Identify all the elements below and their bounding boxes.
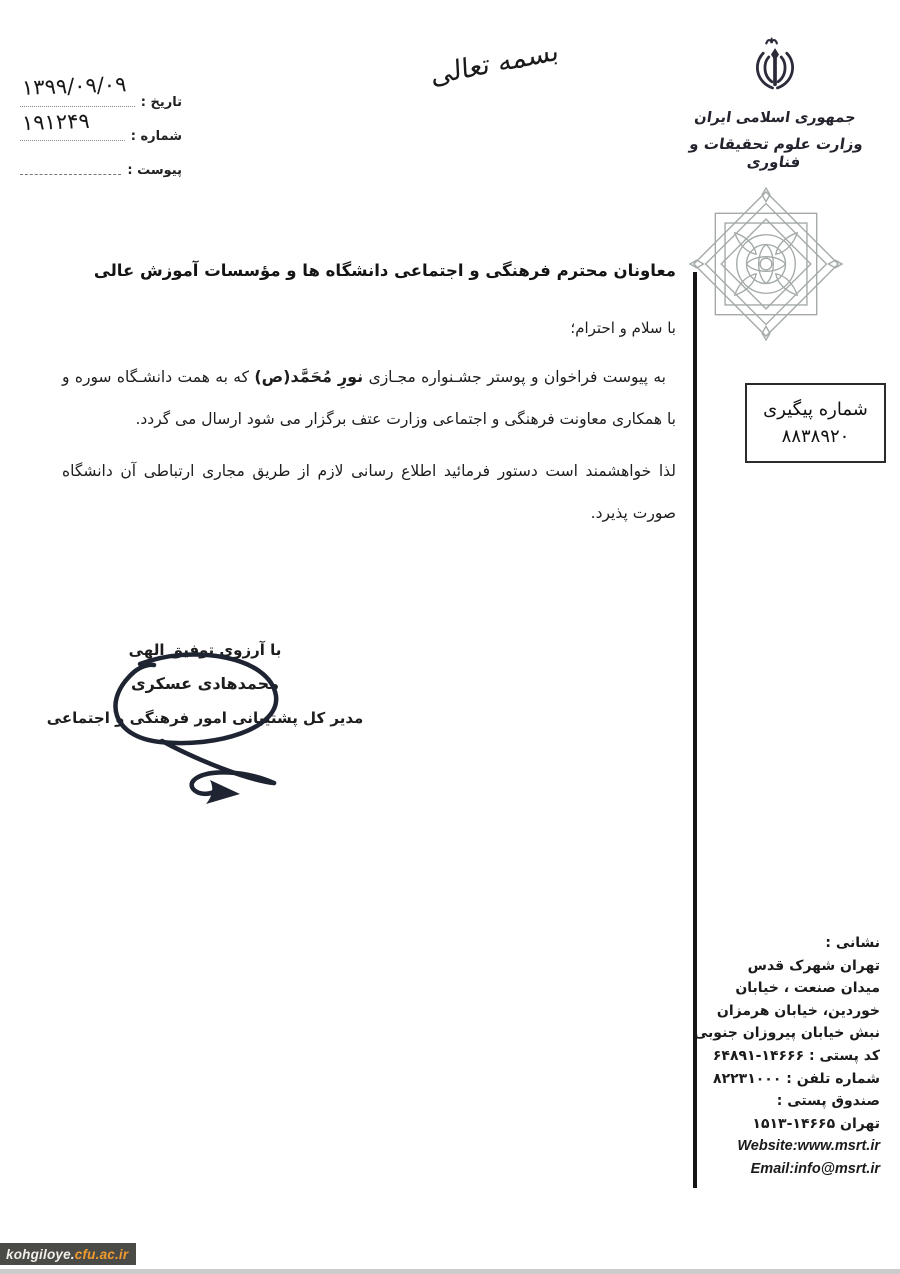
signatory-title: مدیر کل پشتیبانی امور فرهنگی و اجتماعی bbox=[46, 709, 364, 727]
paragraph-1-text-after: که به همت دانشـگاه سوره و با همکاری معاونت فرهنگی و اجتماعی وزارت عتف برگزار می شود ارسال می گردد. bbox=[62, 368, 676, 428]
date-label: تاریخ : bbox=[140, 95, 182, 110]
address-line-4: نبش خیابان پیروزان جنوبی bbox=[693, 1025, 880, 1042]
ministry-title: وزارت علوم تحقیقات و فناوری bbox=[688, 135, 865, 171]
recipient-line: معاونان محترم فرهنگی و اجتماعی دانشگاه ها و مؤسسات آموزش عالی bbox=[93, 261, 676, 280]
address-label: نشانی : bbox=[825, 935, 880, 951]
letter-meta-block bbox=[20, 72, 182, 186]
attachment-leader-line bbox=[20, 156, 121, 175]
number-label: شماره : bbox=[130, 129, 182, 144]
bismillah-calligraphy: بسمه تعالی bbox=[430, 35, 560, 92]
watermark-prefix: kohgiloye. bbox=[6, 1246, 75, 1262]
signature-block bbox=[40, 640, 370, 728]
email-line: Email:info@msrt.ir bbox=[750, 1160, 880, 1177]
signature-arrow-blob bbox=[206, 780, 240, 804]
republic-title: جمهوری اسلامی ایران bbox=[693, 110, 857, 126]
iran-emblem-icon bbox=[744, 34, 806, 106]
ornament-star-icon bbox=[688, 186, 844, 342]
phone-line: شماره تلفن : ۸۲۲۳۱۰۰۰ bbox=[713, 1070, 880, 1087]
footer-address-block bbox=[650, 932, 880, 1181]
letterhead-emblem-block bbox=[685, 34, 865, 171]
tracking-number: ۸۸۳۸۹۲۰ bbox=[781, 426, 850, 447]
paragraph-1 bbox=[62, 356, 676, 440]
address-line-1: تهران شهرک قدس bbox=[747, 957, 880, 974]
paragraph-1-text-before: به پیوست فراخوان و پوستر جشـنواره مجـازی bbox=[363, 368, 666, 386]
number-row bbox=[20, 108, 182, 144]
address-line-3: خوردین، خیابان هرمزان bbox=[716, 1002, 880, 1019]
signatory-name: محمدهادی عسکری bbox=[130, 674, 280, 693]
number-value: ۱۹۱۲۴۹ bbox=[21, 108, 91, 136]
website-line: Website:www.msrt.ir bbox=[737, 1138, 880, 1155]
attachment-label: پیوست : bbox=[127, 163, 182, 178]
letter-body bbox=[62, 258, 676, 534]
watermark-domain: cfu.ac.ir bbox=[74, 1246, 129, 1262]
date-value: ۱۳۹۹/۰۹/۰۹ bbox=[21, 72, 127, 100]
tracking-label: شماره پیگیری bbox=[763, 399, 868, 420]
salutation-line: با سلام و احترام؛ bbox=[570, 319, 676, 337]
signature-blessing: با آرزوی توفیق الهی bbox=[128, 641, 282, 659]
date-row bbox=[20, 72, 182, 110]
festival-name-bold: نورِ مُحَمَّد(ص) bbox=[254, 367, 364, 386]
tracking-number-box bbox=[745, 383, 886, 463]
po-box-label: صندوق پستی : bbox=[776, 1093, 880, 1110]
attachment-row bbox=[20, 152, 182, 178]
address-line-2: میدان صنعت ، خیابان bbox=[735, 980, 880, 997]
postal-code-line: کد پستی : ۱۴۶۶۶-۶۴۸۹۱ bbox=[712, 1047, 880, 1064]
po-box-value: تهران ۱۴۶۶۵-۱۵۱۳ bbox=[752, 1115, 880, 1132]
paragraph-2: لذا خواهشمند است دستور فرمائید اطلاع رسانی لازم از طریق مجاری ارتباطی آن دانشگاه صورت پذیرد. bbox=[62, 462, 676, 522]
site-watermark bbox=[0, 1243, 136, 1265]
scan-edge-strip bbox=[0, 1269, 900, 1274]
